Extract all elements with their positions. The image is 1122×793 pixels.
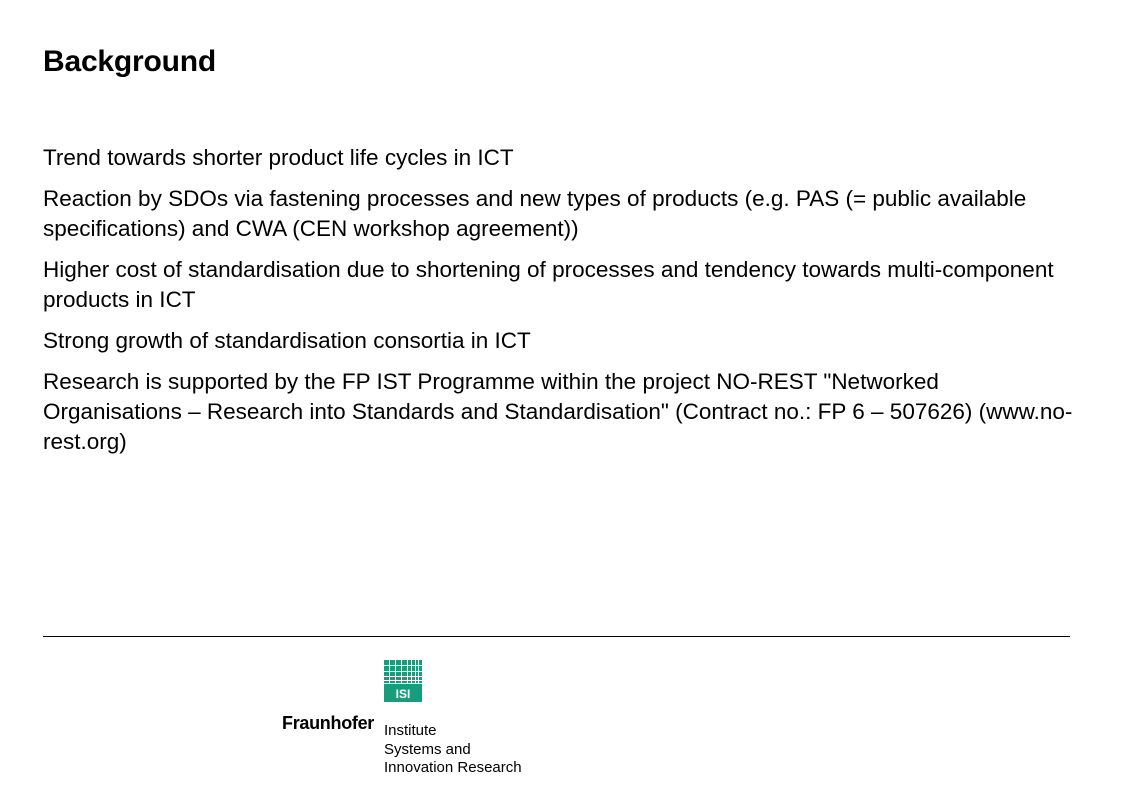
body-paragraph: Trend towards shorter product life cycles in ICT (43, 145, 514, 170)
logo-institute-name (384, 722, 522, 778)
slide-body (43, 143, 1083, 468)
fraunhofer-isi-grid-icon (384, 660, 422, 702)
body-paragraph: Research is supported by the FP IST Programme within the project NO-REST "Networked Organisations – Research into Standards and Standardisation" (Contract no.: FP 6 – 507626) (www.no-rest.org) (43, 369, 1073, 454)
logo-institute-line: Innovation Research (384, 759, 522, 776)
slide-title: Background (43, 45, 217, 78)
logo-brand: Fraunhofer (282, 713, 375, 733)
logo-mark-text: ISI (395, 687, 411, 701)
body-paragraph: Higher cost of standardisation due to shortening of processes and tendency towards multi-component products in ICT (43, 257, 1054, 312)
footer-divider (43, 636, 1070, 637)
body-paragraph: Strong growth of standardisation consortia in ICT (43, 328, 531, 353)
logo-institute-line: Systems and (384, 740, 471, 758)
logo-institute-line: Institute (384, 722, 437, 739)
body-paragraph: Reaction by SDOs via fastening processes and new types of products (e.g. PAS (= public available specifications) and CWA (CEN workshop agreement)) (43, 186, 1027, 241)
